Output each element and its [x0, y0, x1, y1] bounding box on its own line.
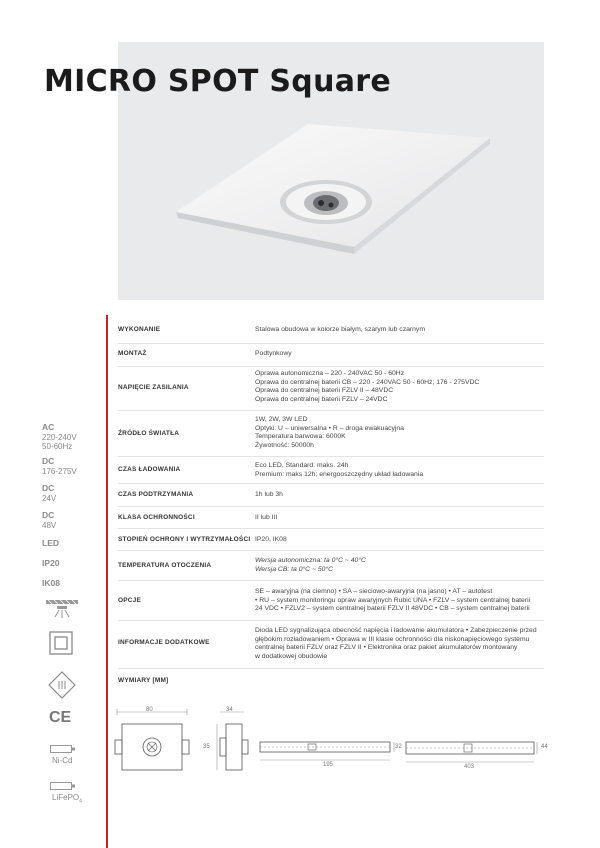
spec-line: 24 VDC • FZLV2 – system centralnej baterii FZLV II 48VDC • CB – system centralnej baterii: [255, 605, 530, 613]
page-title: MICRO SPOT Square: [44, 64, 392, 99]
row-divider: [118, 580, 544, 581]
spec-value: IP20, IK08: [255, 536, 287, 543]
spec-label: STOPIEŃ OCHRONY I WYTRZYMAŁOŚCI: [118, 536, 251, 543]
dc1-label: DC: [42, 456, 55, 466]
spec-line: Oprawa do centralnej baterii FZLV II – 48VDC: [255, 387, 394, 395]
spec-line: Dioda LED sygnalizująca obecność napięcia i ładowanie akumulatora • Zabezpieczenie przed: [255, 627, 537, 634]
dc3-value: 48V: [42, 520, 57, 530]
spec-line: Optyki: U – uniwersalna • R – droga ewakuacyjna: [255, 424, 404, 432]
front-width-label: 80: [146, 707, 153, 713]
battery-icon: [50, 745, 76, 753]
spec-line: Oprawa autonomiczna – 220 - 240VAC 50 - 60Hz: [255, 370, 405, 377]
front-view-drawing: [112, 706, 192, 776]
row-divider: [118, 410, 544, 411]
spec-line: Oprawa do centralnej baterii CB – 220 - 240VAC 50 - 60Hz; 176 - 275VDC: [255, 378, 480, 386]
row-divider: [118, 550, 544, 551]
battery-icon: [50, 782, 76, 790]
spec-line: Temperatura barwowa: 6000K: [255, 433, 346, 441]
ac-voltage: 220-240V: [42, 432, 77, 442]
spec-line: Oprawa do centralnej baterii FZLV – 24VDC: [255, 395, 388, 403]
spec-value: [255, 462, 545, 479]
spec-value: Stalowa obudowa w kolorze białym, szarym lub czarnym: [255, 326, 425, 333]
ceiling-mount-icon: [44, 598, 80, 620]
spec-value: [255, 557, 545, 574]
row-divider: [118, 506, 544, 507]
lifepo-text: LiFePO: [52, 793, 80, 802]
dc1-value: 176-275V: [42, 466, 77, 476]
ik-badge: [42, 579, 60, 589]
spec-label: INFORMACJE DODATKOWE: [118, 639, 210, 646]
led-text: LED: [42, 538, 59, 548]
spec-line: • RU – system monitoringu opraw awaryjnych Rubic UNA • FZLV – system centralnej baterii: [255, 596, 531, 604]
spec-value: [255, 588, 545, 614]
spec-label: MONTAŻ: [118, 350, 147, 357]
spec-label: KLASA OCHRONNOŚCI: [118, 514, 195, 521]
spec-value: [255, 416, 545, 450]
side-width-label: 34: [226, 707, 233, 713]
ac-spec: [42, 423, 77, 452]
row-divider: [118, 343, 544, 344]
spec-line: w dodatkowej obudowie: [255, 652, 328, 660]
row-divider: [118, 620, 544, 621]
dc2-value: 24V: [42, 493, 57, 503]
spec-label: OPCJE: [118, 597, 142, 604]
dc2-label: DC: [42, 483, 55, 493]
side-view-drawing: [212, 706, 252, 772]
ac-label: AC: [42, 422, 55, 432]
red-divider: [106, 315, 108, 848]
nicd-label: Ni-Cd: [52, 756, 73, 765]
spec-line: Eco LED, Standard: maks. 24h: [255, 462, 349, 469]
spec-line: SE – awaryjna (na ciemno) • SA – sieciowo-awaryjna (na jasno) • AT – autotest: [255, 588, 493, 595]
strip2-height-label: 44: [541, 744, 548, 750]
spec-line: 1W, 2W, 3W LED: [255, 416, 308, 423]
spec-line: Premium: maks 12h; energooszczędny układ ładowania: [255, 470, 424, 478]
dc3-label: DC: [42, 510, 55, 520]
spec-value: II lub III: [255, 514, 278, 521]
spec-label: WYKONANIE: [118, 326, 161, 333]
spec-line: głębokim rozładowaniem • Oprawa w III klasie ochronności dla niskonapięciowego systemu: [255, 635, 530, 643]
spec-label: ŹRÓDŁO ŚWIATŁA: [118, 430, 180, 437]
spec-label: NAPIĘCIE ZASILANIA: [118, 384, 189, 391]
led-badge: [42, 539, 59, 549]
spec-label: CZAS PODTRZYMANIA: [118, 491, 194, 498]
spec-label: TEMPERATURA OTOCZENIA: [118, 562, 212, 569]
lifepo-subscript: 4: [79, 798, 82, 805]
side-height-label: 35: [203, 744, 210, 750]
row-divider: [118, 528, 544, 529]
lifepo-label: [52, 793, 82, 807]
spec-line: centralnej baterii FZLV oraz FZLV II • Elektronika oraz pakiet akumulatorów montowany: [255, 644, 518, 652]
ik-text: IK08: [42, 578, 60, 588]
dc1-spec: [42, 457, 77, 476]
spec-line: Wersja CB: ta 0°C ~ 50°C: [255, 565, 334, 573]
strip2-length-label: 403: [464, 764, 475, 770]
protection-class-iii-icon: [48, 671, 76, 699]
row-divider: [118, 366, 544, 367]
spec-value: [255, 370, 545, 404]
spec-value: 1h lub 3h: [255, 491, 283, 498]
spec-value: Podtynkowy: [255, 350, 292, 357]
row-divider: [118, 456, 544, 457]
row-divider: [118, 483, 544, 484]
row-divider: [118, 668, 544, 669]
protection-class-ii-icon: [49, 631, 73, 655]
ce-mark-icon: CE: [49, 709, 72, 726]
ac-frequency: 50-60Hz: [42, 442, 73, 451]
spec-value: [255, 627, 545, 661]
dc3-spec: [42, 511, 56, 530]
ip-text: IP20: [42, 558, 60, 568]
dc2-spec: [42, 484, 56, 503]
spec-label: CZAS ŁADOWANIA: [118, 466, 181, 473]
spec-line: Wersja autonomiczna: ta 0°C ~ 40°C: [255, 557, 366, 564]
spec-label: WYMIARY [MM]: [118, 677, 169, 684]
spec-line: Żywotność: 50000h: [255, 441, 314, 449]
strip1-length-label: 195: [323, 762, 334, 768]
strip1-height-label: 32: [395, 744, 402, 750]
ip-badge: [42, 559, 60, 569]
